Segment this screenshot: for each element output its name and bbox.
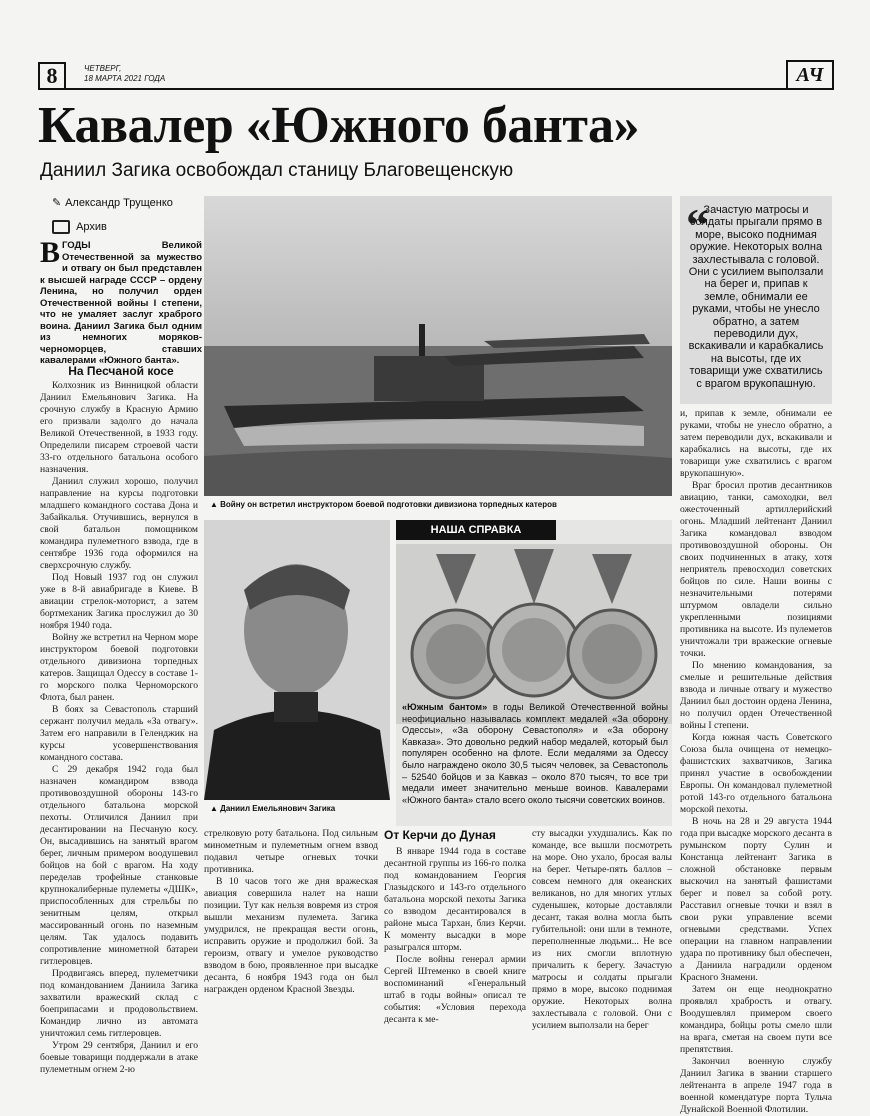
byline-photo — [52, 220, 107, 234]
issue-weekday: ЧЕТВЕРГ, — [84, 64, 122, 73]
torpedo-boats-illustration — [204, 196, 672, 496]
article-column-3 — [384, 846, 526, 1025]
paragraph: Под Новый 1937 год он служил уже в 8-й авиабригаде в Киеве. В авиации стрелок-моторист, а затем бортмеханик Загика прослужил до 30 ноября 1940 года. — [40, 572, 198, 631]
caption-text: Даниил Емельянович Загика — [220, 804, 336, 813]
reference-body: в годы Великой Отечественной войны неофициально называлась комплект медалей «За оборону Одессы», «За оборону Севастополя» и «За оборону Кавказа». Это довольно редкий набор медалей, который был популярен особенно на флоте. Если медалями за Одессу было награждено около 30,5 тысяч человек, за Севастополь – 52540 бойцов и за Кавказ – около 870 тысяч, то все три медали имеет значительно меньше воинов. Кавалерами «Южного банта» стало всего около тысячи советских воинов. — [402, 702, 668, 805]
article-column-2 — [204, 828, 378, 1012]
photo-caption-boats: ▲ Войну он встретил инструктором боевой подготовки дивизиона торпедных катеров — [210, 500, 557, 509]
camera-icon — [52, 220, 70, 234]
article-column-4 — [532, 828, 672, 1031]
newspaper-logo: АЧ — [786, 60, 834, 90]
paragraph: Враг бросил против десантников авиацию, танки, самоходки, вел ожесточенный артиллерийский огонь. Младший лейтенант Даниил Загика командовал взводом противовоздушной обороны. Он своих подчиненных в атаку, хотя неприятель превосходил советских бойцов по силе. Наши воины с незначительными потерями штурмом овладели сильно укрепленными позициями противника на высоте. Из пулеметов уничтожали три вражеские огневые точки. — [680, 480, 832, 659]
byline-author — [52, 196, 173, 209]
portrait-illustration — [204, 520, 390, 800]
paragraph: сту высадки ухудшались. Как по команде, все вышли посмотреть на море. Оно ухало, бросая валы на берег. Четыре-пять баллов – совсем немного для океанских великанов, но для многих утлых суденышек, которые доставляли десант, такая волна могла быть губительной: они шли в темноте, переполненные людьми... Не все из них смогли вплотную причалить к берегу. Зачастую матросы и солдаты прыгали прямо в море, высоко поднимая оружие. Некоторых волна захлестывала с головой. Они с усилием выползали на берег — [532, 828, 672, 1031]
lead-paragraph — [40, 236, 202, 367]
caption-text: Войну он встретил инструктором боевой подготовки дивизиона торпедных катеров — [220, 500, 557, 509]
reference-heading: НАША СПРАВКА — [396, 520, 556, 540]
paragraph: Колхозник из Винницкой области Даниил Емельянович Загика. На срочную службу в Красную Армию его призвали задолго до начала Великой Отечественной, в 1933 году. Определили писарем строевой части 33-го отдельного батальона особого назначения. — [40, 380, 198, 475]
page-number: 8 — [38, 62, 66, 90]
photo-caption-portrait: ▲ Даниил Емельянович Загика — [210, 804, 336, 813]
section-title-kerch: От Керчи до Дуная — [384, 828, 496, 842]
paragraph: Продвигаясь вперед, пулеметчики под командованием Даниила Загика захватили вражеский склад с боеприпасами и продовольствием. Командир лично из автомата уничтожил семь гитлеровцев. — [40, 968, 198, 1039]
pull-quote-text: Зачастую матросы и солдаты прыгали прямо в море, высоко поднимая оружие. Некоторых волна захлестывала с головой. Они с усилием выползали на берег и, припав к земле, обнимали ее руками, чтобы не унесло обратно, а затем переводили дух, вскакивали и карабкались на высоты, где их товарищи уже схватились с врагом врукопашную. — [688, 204, 824, 390]
paragraph: Войну же встретил на Черном море инструктором боевой подготовки отдельного дивизиона торпедных катеров. Защищал Одессу в составе 1-го морского полка Черноморского Флота, был ранен. — [40, 632, 198, 703]
paragraph: По мнению командования, за смелые и решительные действия взвода и личные отвагу и мужество Даниил был достоин ордена Ленина, но получил орден Отечественной войны I степени. — [680, 660, 832, 731]
paragraph: В боях за Севастополь старший сержант получил медаль «За отвагу». Затем его направили в Геленджик на курсы усовершенствования командного состава. — [40, 704, 198, 763]
section-title-peschanaya: На Песчаной косе — [68, 364, 174, 378]
paragraph: С 29 декабря 1942 года был назначен командиром взвода противовоздушной обороны 143-го отдельного батальона морской пехоты. Отличился Даниил при десантировании на Песчаную косу. Он, высадившись на занятый врагом берег, личным примером воодушевил бойцов на бой с врагом. На ходу переделав трофейные станковые крупнокалиберные пулеметы «ДШК», приспособленных для стрельбы по зенитным целям, открыл массированный огонь по наземным целям. Так удалось подавить сопротивление минометной батареи гитлеровцев. — [40, 764, 198, 967]
article-column-5 — [680, 408, 832, 1115]
paragraph: В январе 1944 года в составе десантной группы из 166-го полка под командованием Георгия Глазыдского и 143-го отдельного батальона морской пехоты Загика со взводом десантировался в районе мыса Тархан, близ Керчи. К моменту высадки в море разыгрался шторм. — [384, 846, 526, 953]
reference-text — [402, 702, 668, 806]
issue-date-text: 18 МАРТА 2021 ГОДА — [84, 74, 166, 83]
pen-icon: ✎ — [52, 197, 62, 209]
paragraph: Утром 29 сентября, Даниил и его боевые товарищи поддержали в атаке пулеметным огнем 2-ю — [40, 1040, 198, 1075]
pull-quote — [680, 196, 832, 404]
paragraph: Когда южная часть Советского Союза была очищена от немецко-фашистских захватчиков, Загика принял участие в освобождении Европы. Он командовал пулеметной ротой 143-го отдельного батальона морской пехоты. — [680, 732, 832, 815]
masthead-rule — [38, 88, 830, 90]
paragraph: Даниил служил хорошо, получил направление на курсы подготовки младшего командного состава Дона и Забайкалья. Отучившись, вернулся в свой батальон помощником командира пулеметного взвода, где в сентябре 1936 года оформился на сверхсрочную службу. — [40, 476, 198, 571]
photo-portrait — [204, 520, 390, 800]
headline: Кавалер «Южного банта» — [38, 97, 640, 154]
quote-mark-icon: “ — [686, 199, 709, 250]
drop-cap: В — [40, 236, 61, 269]
paragraph: и, припав к земле, обнимали ее руками, чтобы не унесло обратно, а затем переводили дух, вскакивали и карабкались на высоты, где их товарищи уже схватились с врагом врукопашную». — [680, 408, 832, 479]
author-name: Александр Трущенко — [65, 197, 173, 209]
paragraph: После войны генерал армии Сергей Штеменко в своей книге воспоминаний «Генеральный штаб в годы войны» описал те события: «Условия перехода десанта к ме- — [384, 954, 526, 1025]
medals-illustration — [396, 544, 672, 724]
paragraph: В ночь на 28 и 29 августа 1944 года при высадке морского десанта в румынском порту Сулин и Констанца лейтенант Загика в сложной обстановке первым выскочил на занятый фашистами берег и повел за собой роту. Расставил огневые точки и взял в свои руки управление всеми огневыми средствами. Успех операции на главном направлении удара по противнику был обеспечен, а Даниила наградили орденом Красного Знамени. — [680, 816, 832, 983]
photo-torpedo-boats — [204, 196, 672, 496]
subheadline: Даниил Загика освобождал станицу Благовещенскую — [40, 160, 514, 181]
paragraph: Закончил военную службу Даниил Загика в звании старшего лейтенанта в апреле 1947 года в военной комендатуре порта Тульча Дунайской Военной Флотилии. — [680, 1056, 832, 1115]
paragraph: Затем он еще неоднократно проявлял храбрость и отвагу. Воодушевлял примером своего командира, бойцы роты смело шли на врага, сметая на своем пути все препятствия. — [680, 984, 832, 1055]
photo-credit: Архив — [76, 220, 107, 233]
reference-lead: «Южным бантом» — [402, 702, 488, 712]
issue-date — [84, 64, 165, 84]
lead-text: ГОДЫ Великой Отечественной за мужество и отвагу он был представлен к высшей награде СССР – ордену Ленина, но получил орден Отечественной войны I степени, что не умаляет заслуг храброго воина. Даниил Загика был одним из немногих моряков-черноморцев, ставших кавалерами «Южного банта». — [40, 240, 202, 366]
paragraph: стрелковую роту батальона. Под сильным минометным и пулеметным огнем взвод подавил четыре огневых точки противника. — [204, 828, 378, 875]
paragraph: В 10 часов того же дня вражеская авиация совершила налет на наши позиции. Тут как нельзя вовремя из строя вышли механизм пулемета. Загика умудрился, не прекращая вести огонь, исправить оружие и продолжил бой. За героизм, отвагу и умелое руководство взводом в бою, проявленное при высадке десанта, 6 ноября 1943 года он был награжден орденом Красной Звезды. — [204, 876, 378, 995]
article-column-1 — [40, 380, 198, 1075]
